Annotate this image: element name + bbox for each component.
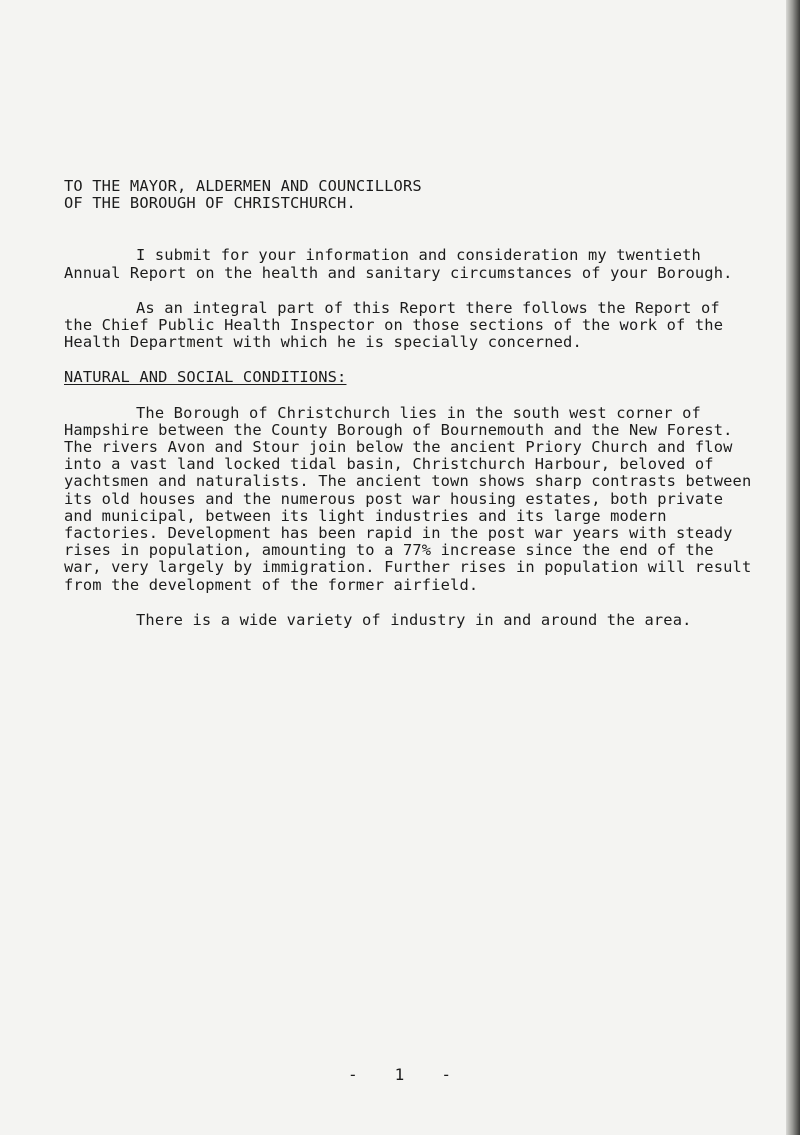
section-heading: NATURAL AND SOCIAL CONDITIONS: (64, 368, 347, 387)
page-number (0, 1065, 800, 1084)
page-edge-shadow (786, 0, 800, 1135)
address-line-1: TO THE MAYOR, ALDERMEN AND COUNCILLORS (64, 177, 422, 195)
page-number-value: 1 (394, 1065, 406, 1084)
page-number-dash-left: - (348, 1065, 359, 1084)
page-number-dash-right: - (441, 1065, 452, 1084)
industry-paragraph (64, 612, 754, 629)
intro-paragraph (64, 247, 754, 281)
natural-conditions-paragraph (64, 403, 761, 594)
integral-paragraph (64, 300, 754, 352)
natural-conditions-text: The Borough of Christchurch lies in the south west corner of Hampshire between the County Borough of Bournemouth and the New Forest. The rivers Avon and Stour join below the ancient Priory Church and flow into a vast land locked tidal basin, Christchurch Harbour, beloved of yachtsmen and naturalists. The ancient town shows sharp contrasts between its old houses and the numerous post war housing estates, both private and municipal, between its light industries and its large modern factories. Development has been rapid in the post war years with steady rises in population, amounting to a 77% increase since the end of the war, very largely by immigration. Further rises in population will result from the development of the former airfield. (64, 403, 761, 594)
integral-paragraph-text: As an integral part of this Report there follows the Report of the Chief Public Health Inspector on those sections of the work of the Health Department with which he is specially concerned. (64, 298, 733, 352)
industry-paragraph-text: There is a wide variety of industry in and around the area. (136, 610, 692, 629)
address-line-2: OF THE BOROUGH OF CHRISTCHURCH. (64, 194, 356, 213)
intro-paragraph-text: I submit for your information and consideration my twentieth Annual Report on the health and sanitary circumstances of your Borough. (64, 246, 733, 282)
report-body (64, 177, 761, 629)
